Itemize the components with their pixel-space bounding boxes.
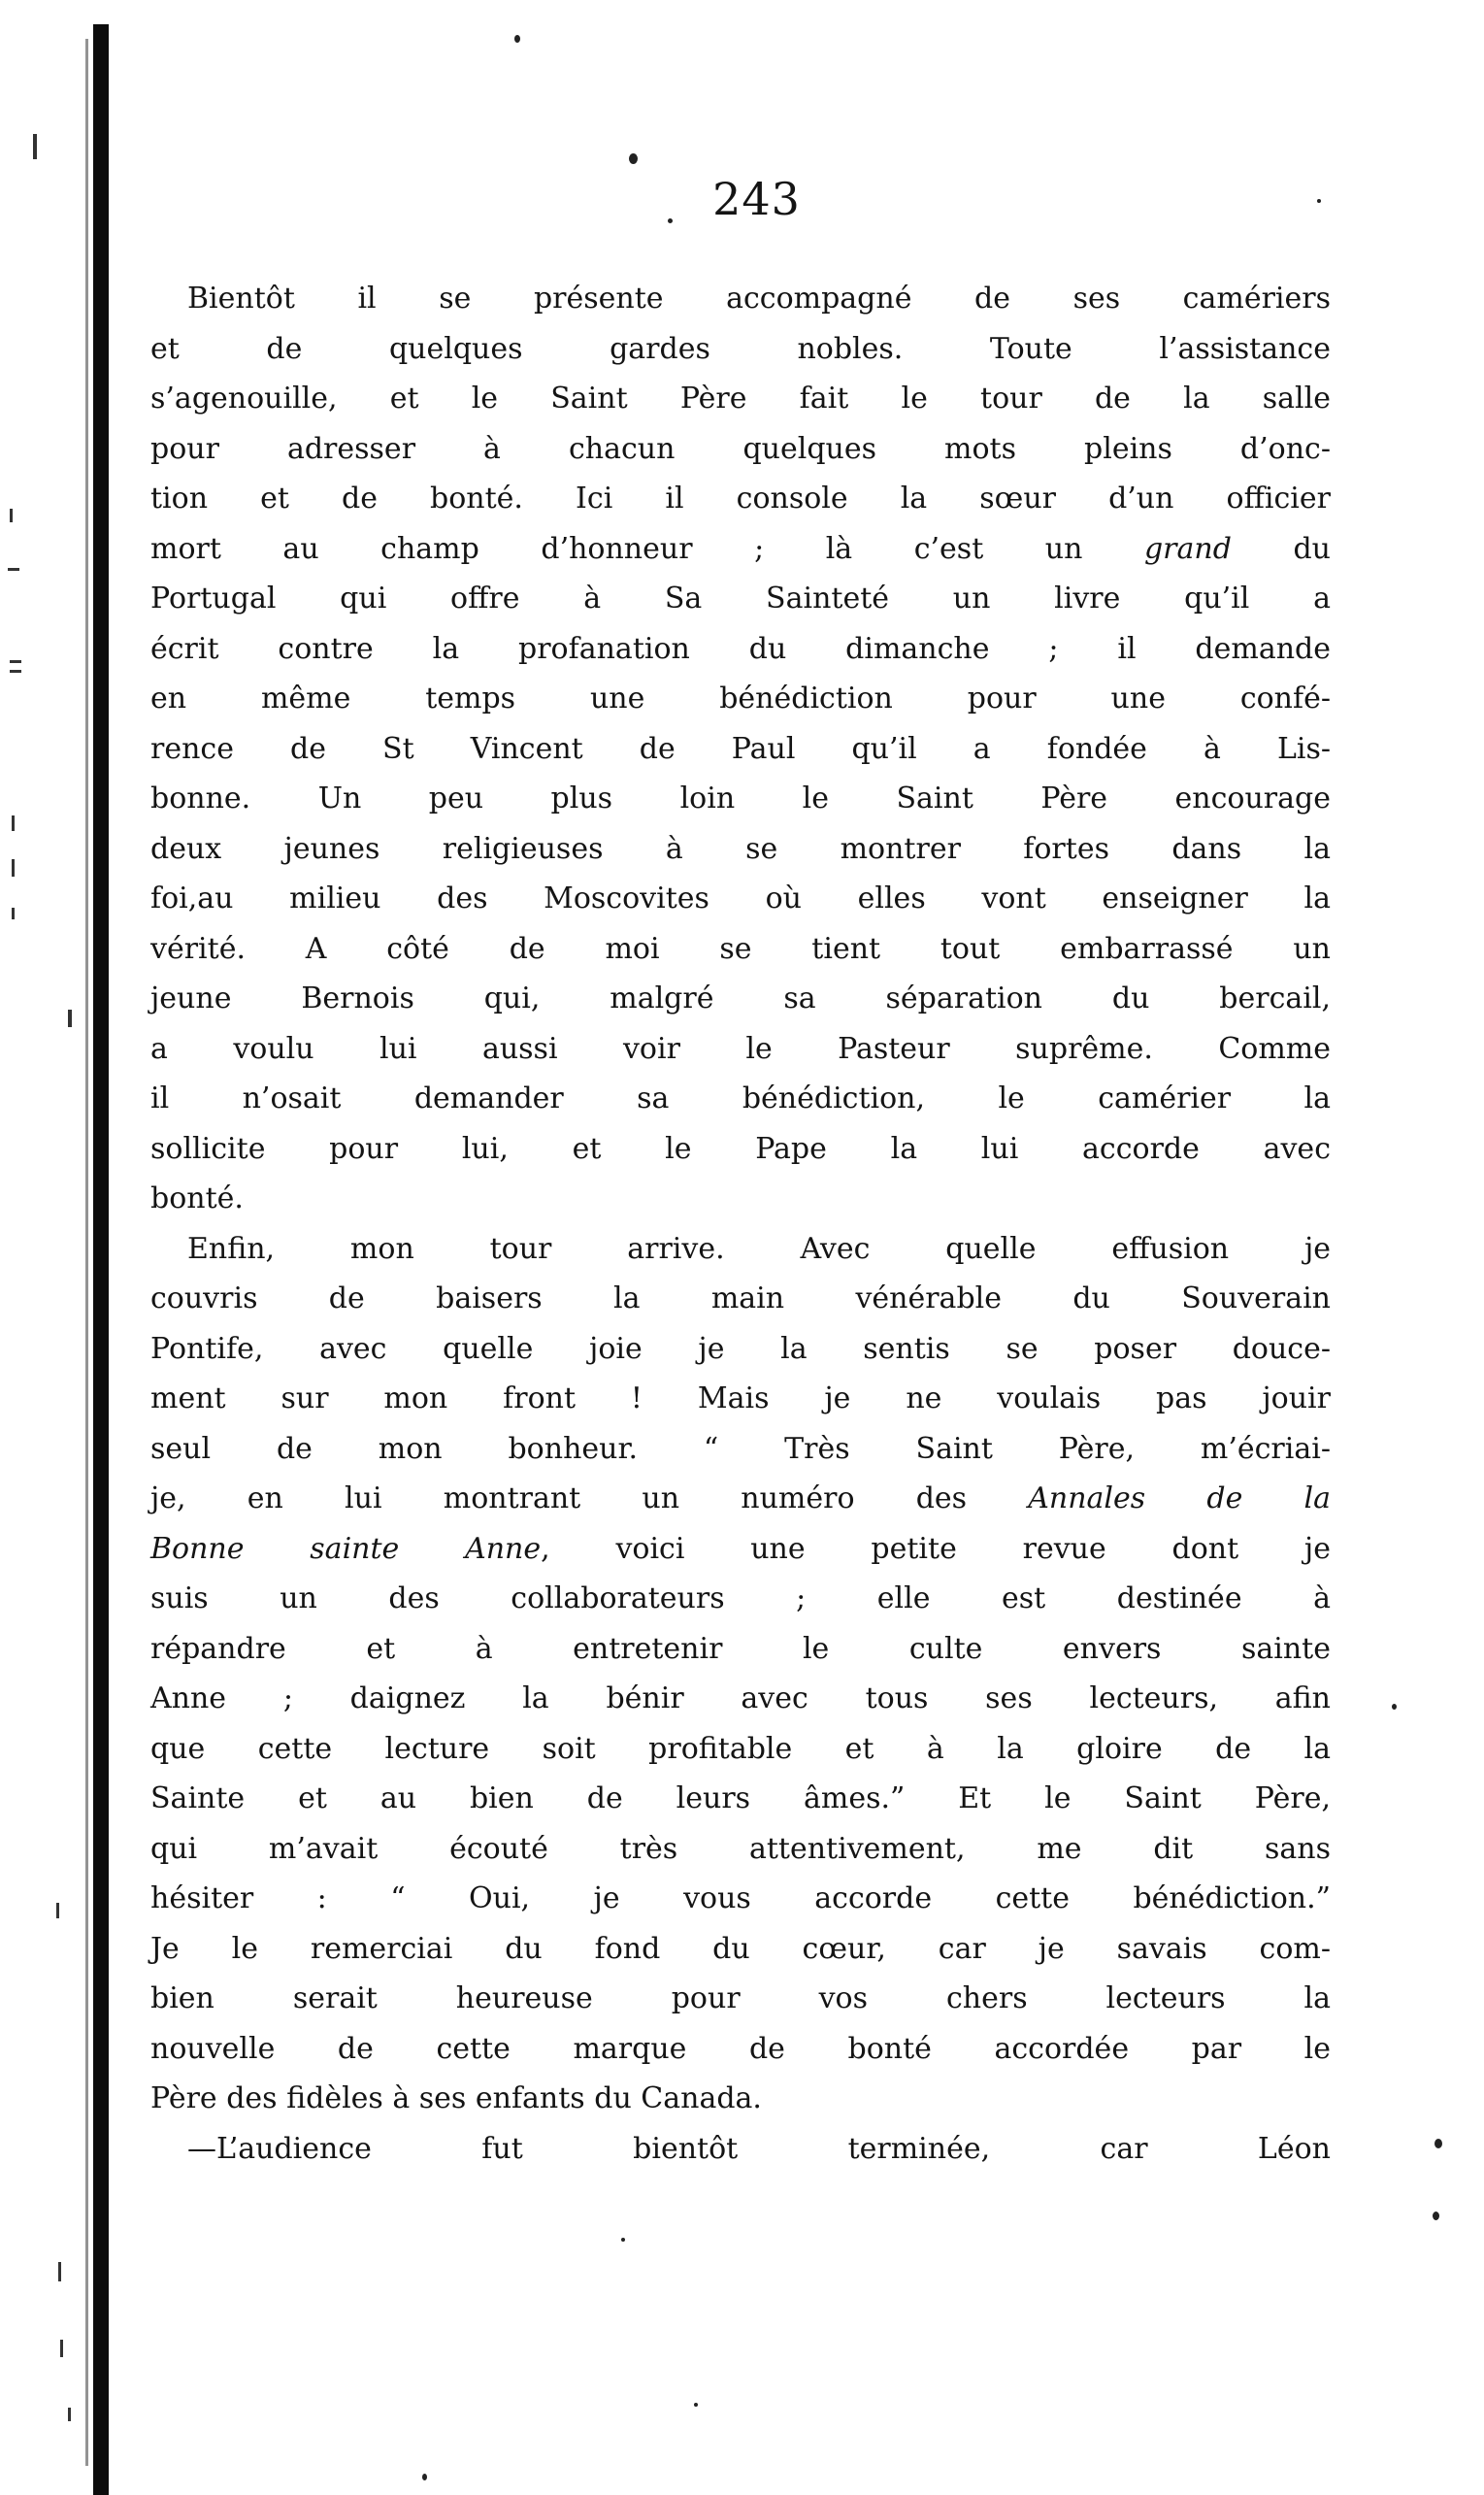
text-line: [150, 1074, 1331, 1124]
text-line: [150, 374, 1331, 424]
scan-speck: [1433, 2212, 1439, 2220]
italic-segment: grand: [1143, 531, 1232, 566]
text-line: [150, 1774, 1331, 1824]
text-segment: —L’audience fut bientôt terminée, car Léon: [187, 2131, 1331, 2166]
italic-segment: Annales de la: [1028, 1481, 1331, 1515]
text-segment: a voulu lui aussi voir le Pasteur suprême. Comme: [150, 1031, 1331, 1066]
text-segment: Je le remerciai du fond du cœur, car je savais com-: [150, 1931, 1331, 1966]
text-line: [150, 1374, 1331, 1424]
text-segment: Anne ; daignez la bénir avec tous ses lecteurs, afin: [150, 1681, 1331, 1715]
text-segment: vérité. A côté de moi se tient tout embarrassé un: [150, 931, 1331, 966]
text-segment: rence de St Vincent de Paul qu’il a fondée à Lis-: [150, 731, 1331, 766]
edge-mark: [68, 2408, 71, 2421]
text-segment: sollicite pour lui, et le Pape la lui accorde avec: [150, 1131, 1331, 1166]
text-segment: nouvelle de cette marque de bonté accordée par le: [150, 2031, 1331, 2066]
text-segment: mort au champ d’honneur ; là c’est un: [150, 531, 1144, 566]
text-line: [150, 2024, 1331, 2075]
edge-mark: [58, 2262, 61, 2281]
edge-mark: [10, 660, 21, 663]
text-line: [150, 1824, 1331, 1875]
text-segment: du: [1231, 531, 1331, 566]
edge-mark: [12, 859, 15, 877]
text-line: [150, 874, 1331, 924]
text-line: [150, 624, 1331, 675]
text-segment: jeune Bernois qui, malgré sa séparation du bercail,: [150, 981, 1331, 1015]
text-segment: bonne. Un peu plus loin le Saint Père encourage: [150, 782, 1331, 815]
text-segment: tion et de bonté. Ici il console la sœur d’un officier: [150, 482, 1331, 516]
text-line: [150, 574, 1331, 624]
text-line: [150, 1524, 1331, 1575]
text-segment: couvris de baisers la main vénérable du Souverain: [150, 1281, 1331, 1315]
text-line: [150, 2074, 1331, 2124]
edge-mark: [10, 509, 13, 522]
text-segment: deux jeunes religieuses à se montrer fortes dans la: [150, 831, 1331, 866]
text-line: [150, 2124, 1331, 2175]
text-line: [150, 524, 1331, 575]
text-segment: hésiter : “ Oui, je vous accorde cette bénédiction.”: [150, 1881, 1331, 1915]
edge-mark: [33, 134, 37, 159]
text-line: [150, 474, 1331, 524]
scan-speck: [621, 2238, 625, 2242]
text-line: [150, 1424, 1331, 1475]
text-segment: Enfin, mon tour arrive. Avec quelle effusion je: [187, 1231, 1331, 1266]
text-line: [150, 1874, 1331, 1924]
text-line: [150, 974, 1331, 1024]
edge-mark: [10, 670, 21, 673]
page-number: 243: [712, 173, 801, 225]
text-line: [150, 774, 1331, 824]
body-text: [150, 274, 1331, 2174]
edge-mark: [68, 1010, 72, 1027]
text-line: [150, 1174, 1331, 1224]
text-segment: en même temps une bénédiction pour une confé-: [150, 682, 1331, 715]
text-line: [150, 1974, 1331, 2024]
text-segment: Portugal qui offre à Sa Sainteté un livre qu’il a: [150, 582, 1331, 615]
text-segment: Pontife, avec quelle joie je la sentis se poser douce-: [150, 1331, 1331, 1366]
text-segment: foi,au milieu des Moscovites où elles vont enseigner la: [150, 882, 1331, 915]
scan-speck: [694, 2403, 698, 2407]
scan-speck: [1317, 199, 1321, 203]
text-line: [150, 824, 1331, 875]
text-line: [150, 1274, 1331, 1324]
text-line: [150, 1674, 1331, 1724]
text-segment: répandre et à entretenir le culte envers sainte: [150, 1631, 1331, 1666]
text-line: [150, 1124, 1331, 1175]
text-segment: écrit contre la profanation du dimanche ; il demande: [150, 631, 1331, 666]
text-segment: seul de mon bonheur. “ Très Saint Père, m’écriai-: [150, 1431, 1331, 1466]
scan-speck: [1435, 2139, 1442, 2148]
text-segment: qui m’avait écouté très attentivement, me dit sans: [150, 1831, 1331, 1866]
text-line: [150, 1574, 1331, 1624]
text-line: [150, 1024, 1331, 1075]
text-segment: il n’osait demander sa bénédiction, le camérier la: [150, 1081, 1331, 1115]
text-line: [150, 1224, 1331, 1275]
text-line: [150, 1924, 1331, 1975]
edge-mark: [60, 2340, 63, 2357]
scan-speck: [668, 218, 673, 223]
text-line: [150, 274, 1331, 324]
text-segment: pour adresser à chacun quelques mots pleins d’onc-: [150, 431, 1331, 466]
text-line: [150, 1324, 1331, 1375]
scan-speck: [514, 35, 520, 43]
text-line: [150, 924, 1331, 975]
scan-speck: [422, 2474, 427, 2480]
text-line: [150, 424, 1331, 475]
text-segment: , voici une petite revue dont je: [541, 1531, 1331, 1566]
scan-speck: [1392, 1704, 1397, 1710]
text-segment: bonté.: [150, 1181, 244, 1215]
text-segment: s’agenouille, et le Saint Père fait le tour de la salle: [150, 382, 1331, 416]
text-segment: ment sur mon front ! Mais je ne voulais pas jouir: [150, 1381, 1331, 1415]
text-segment: suis un des collaborateurs ; elle est destinée à: [150, 1581, 1331, 1615]
text-segment: je, en lui montrant un numéro des: [150, 1481, 1029, 1515]
text-segment: bien serait heureuse pour vos chers lecteurs la: [150, 1981, 1331, 2015]
text-line: [150, 724, 1331, 775]
edge-mark: [12, 815, 15, 831]
text-line: [150, 1474, 1331, 1524]
text-segment: Sainte et au bien de leurs âmes.” Et le Saint Père,: [150, 1781, 1331, 1815]
text-line: [150, 674, 1331, 724]
text-segment: que cette lecture soit profitable et à la gloire de la: [150, 1731, 1331, 1766]
text-segment: Père des fidèles à ses enfants du Canada.: [150, 2081, 762, 2115]
edge-mark: [12, 908, 15, 919]
text-segment: et de quelques gardes nobles. Toute l’assistance: [150, 331, 1331, 366]
text-line: [150, 1724, 1331, 1775]
text-line: [150, 1624, 1331, 1675]
italic-segment: Bonne sainte Anne: [150, 1531, 542, 1566]
binding-edge-shadow: [85, 39, 88, 2466]
scan-speck: [629, 153, 638, 164]
edge-mark: [56, 1903, 59, 1918]
binding-rule: [93, 24, 109, 2495]
text-line: [150, 324, 1331, 375]
text-segment: Bientôt il se présente accompagné de ses camériers: [187, 282, 1331, 316]
edge-mark: [8, 568, 19, 571]
